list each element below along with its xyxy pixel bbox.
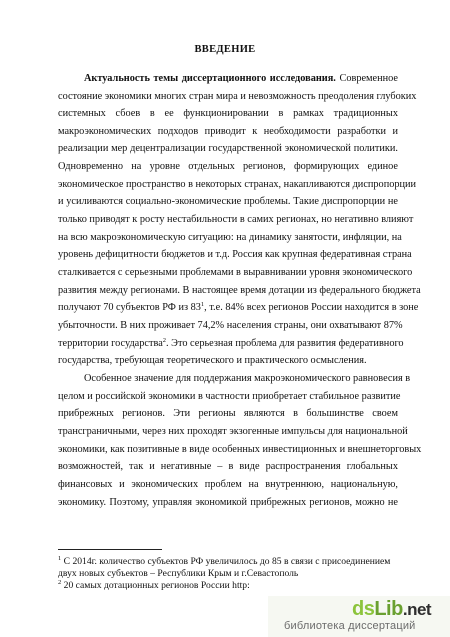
paragraph-line: системных сбоев в ее функционировании в рамках традиционных [58, 108, 398, 119]
footnote-mark-2: 2 [58, 579, 62, 586]
paragraph-line: целом и российской экономики в частности приобретает стабильное развитие [58, 391, 401, 402]
paragraph-text: Современное [335, 73, 398, 84]
paragraph-line: возможностей, так и негативные – в виде распространения глобальных [58, 461, 398, 472]
paragraph-line: экономики, как позитивные в виде особенных инвестиционных и внешнеторговых [58, 444, 422, 455]
dslib-logo: dsLib.net [352, 598, 432, 620]
paragraph-line: уровень дефицитности бюджетов и т.д. Россия как крупная федеративная страна [58, 249, 412, 260]
paragraph-line [84, 72, 398, 85]
paragraph-line: развития между регионами. В настоящее время дотации из федерального бюджета [58, 285, 421, 296]
paragraph-text: . Это серьезная проблема для развития федеративного [166, 338, 404, 349]
paragraph-text: территории государства [58, 338, 163, 349]
paragraph-line: сталкивается с серьезными проблемами в выравнивании уровня экономического [58, 267, 413, 278]
footnote-2 [58, 580, 403, 591]
paragraph-line: трансграничными, через них проходят экзогенные импульсы для национальной [58, 426, 408, 437]
paragraph-line: Особенное значение для поддержания макроэкономического равновесия в [84, 373, 411, 384]
paragraph-line: на всю макроэкономическую ситуацию: на динамику занятости, инфляции, на [58, 232, 402, 243]
footnote-text: С 2014г. количество субъектов РФ увеличилось до 85 в связи с присоединением [61, 556, 391, 567]
paragraph-line: убыточности. В них проживает 74,2% населения страны, они охватывают 87% [58, 320, 403, 331]
footnote-ref-2: 2 [162, 337, 167, 344]
footnote-1 [58, 556, 403, 567]
paragraph-line: макроэкономических подходов приводит к необходимости разработки и [58, 126, 398, 137]
watermark-subtitle: библиотека диссертаций [284, 620, 416, 632]
footnote-text: 20 самых дотационных регионов России http: [61, 580, 250, 591]
paragraph-line: и усиливаются социально-экономические проблемы. Такие диспропорции не [58, 196, 398, 207]
footnote-divider [58, 549, 162, 550]
page-title: ВВЕДЕНИЕ [194, 44, 256, 55]
paragraph-line: государства, требующая теоретического и практического осмысления. [58, 355, 367, 366]
paragraph-line [58, 301, 419, 314]
paragraph-text: получают 70 субъектов РФ из 83 [58, 302, 201, 313]
paragraph-line: состояние экономики многих стран мира и невозможность преодоления глубоких [58, 91, 417, 102]
paragraph-line [58, 337, 404, 350]
paragraph-line: экономику. Поэтому, управляя экономикой прибрежных регионов, можно не [58, 497, 398, 508]
paragraph-line: финансовых и экономических проблем на внутреннюю, национальную, [58, 479, 398, 490]
paragraph-line: Одновременно на уровне отдельных регионов, формирующих единое [58, 161, 398, 172]
paragraph-line: только приводят к росту нестабильности в самих регионах, но негативно влияют [58, 214, 414, 225]
paragraph-line: прибрежных регионов. Эти регионы являются в большинстве своем [58, 408, 398, 419]
paragraph-line: реализации мер децентрализации государственной экономической политики. [58, 143, 398, 154]
footnote-ref-1: 1 [200, 301, 205, 308]
footnote-1-continued: двух новых субъектов – Республики Крым и г.Севастополь [58, 568, 299, 579]
paragraph-text: , т.е. 84% всех регионов России находится в зоне [204, 302, 419, 313]
paragraph-line: экономическое пространство в некоторых странах, накапливаются диспропорции [58, 179, 417, 190]
footnote-mark-1: 1 [58, 555, 62, 562]
topic-relevance-heading: Актуальность темы диссертационного исследования. [84, 73, 336, 84]
